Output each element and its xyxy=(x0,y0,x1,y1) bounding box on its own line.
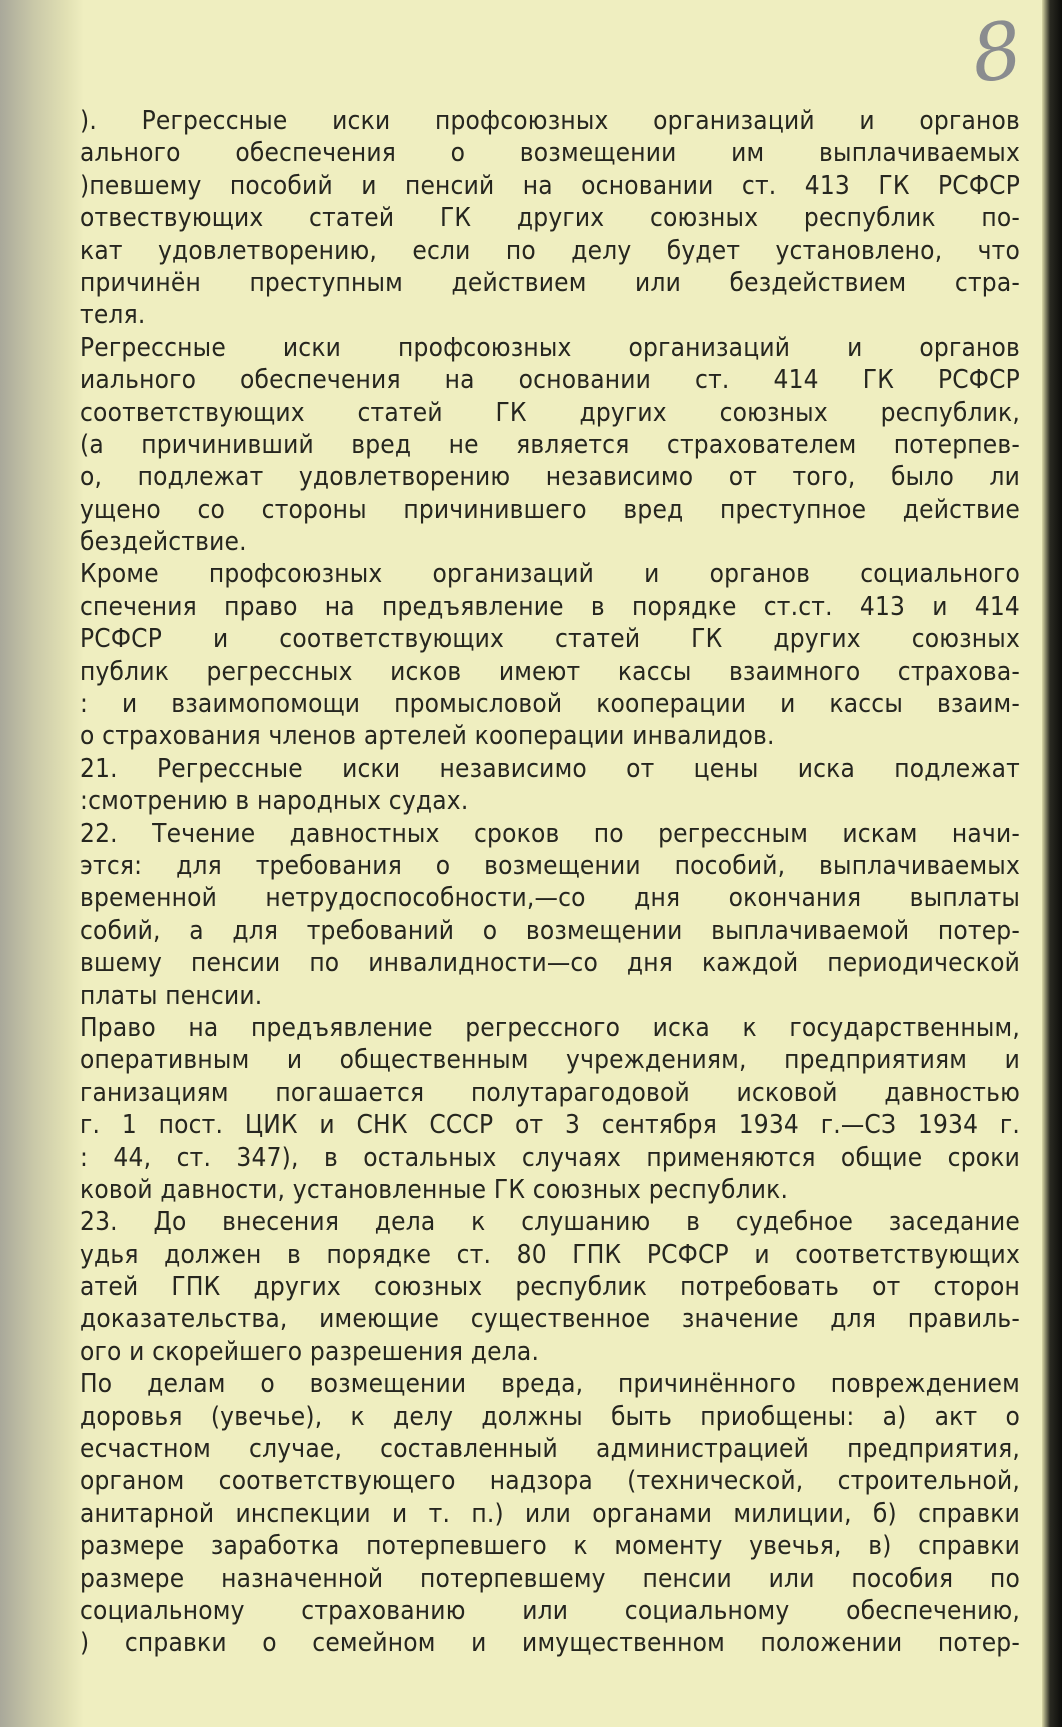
text-line: платы пенсии. xyxy=(80,980,263,1011)
text-line: размере заработка потерпевшего к моменту увечья, в) справки xyxy=(80,1531,1020,1562)
text-line: теля. xyxy=(80,300,146,331)
text-line: бездействие. xyxy=(80,527,247,558)
text-line: ого и скорейшего разрешения дела. xyxy=(80,1336,540,1367)
text-line: ущено со стороны причинившего вред преступное действие xyxy=(80,494,1020,525)
text-line: ковой давности, установленные ГК союзных республик. xyxy=(80,1174,789,1205)
document-text xyxy=(80,105,1020,1660)
text-line: )певшему пособий и пенсий на основании ст. 413 ГК РСФСР xyxy=(80,170,1020,201)
text-line: кат удовлетворению, если по делу будет установлено, что xyxy=(80,235,1020,266)
page-number: 8 xyxy=(965,4,1028,102)
text-line: соответствующих статей ГК других союзных республик, xyxy=(80,397,1020,428)
text-line: оперативным и общественным учреждениям, предприятиям и xyxy=(80,1045,1020,1076)
text-line: По делам о возмещении вреда, причинённого повреждением xyxy=(80,1369,1020,1400)
text-line: о страхования членов артелей кооперации инвалидов. xyxy=(80,721,775,752)
text-line: : 44, ст. 347), в остальных случаях применяются общие сроки xyxy=(80,1142,1020,1173)
text-line: удья должен в порядке ст. 80 ГПК РСФСР и соответствующих xyxy=(80,1239,1020,1270)
page-edge xyxy=(1042,0,1062,1727)
text-line: причинён преступным действием или бездействием стра- xyxy=(80,267,1020,298)
text-line: Регрессные иски профсоюзных организаций и органов xyxy=(80,332,1020,363)
text-line: (а причинивший вред не является страхователем потерпев- xyxy=(80,429,1020,460)
text-line: 22. Течение давностных сроков по регрессным искам начи- xyxy=(80,818,1020,849)
text-line: отвествующих статей ГК других союзных республик по- xyxy=(80,203,1020,234)
text-line: временной нетрудоспособности,—со дня окончания выплаты xyxy=(80,883,1020,914)
text-line: Кроме профсоюзных организаций и органов социального xyxy=(80,559,1020,590)
text-line: доровья (увечье), к делу должны быть приобщены: а) акт о xyxy=(80,1401,1020,1432)
binding-shadow xyxy=(0,0,84,1727)
text-line: органом соответствующего надзора (технической, строительной, xyxy=(80,1466,1020,1497)
text-line: размере назначенной потерпевшему пенсии или пособия по xyxy=(80,1563,1020,1594)
text-line: спечения право на предъявление в порядке ст.ст. 413 и 414 xyxy=(80,591,1020,622)
text-line: этся: для требования о возмещении пособий, выплачиваемых xyxy=(80,850,1020,881)
text-line: ганизациям погашается полутарагодовой исковой давностью xyxy=(80,1077,1020,1108)
text-line: иального обеспечения на основании ст. 414 ГК РСФСР xyxy=(80,365,1020,396)
text-line: :смотрению в народных судах. xyxy=(80,786,469,817)
text-line: социальному страхованию или социальному обеспечению, xyxy=(80,1595,1020,1626)
text-line: собий, а для требований о возмещении выплачиваемой потер- xyxy=(80,915,1020,946)
text-line: ). Регрессные иски профсоюзных организаций и органов xyxy=(80,106,1020,136)
text-line: публик регрессных исков имеют кассы взаимного страхова- xyxy=(80,656,1020,687)
text-line: 23. До внесения дела к слушанию в судебное заседание xyxy=(80,1207,1020,1238)
text-line: о, подлежат удовлетворению независимо от того, было ли xyxy=(80,462,1020,493)
text-line: доказательства, имеющие существенное значение для правиль- xyxy=(80,1304,1020,1335)
text-line: анитарной инспекции и т. п.) или органами милиции, б) справки xyxy=(80,1498,1020,1529)
text-line: вшему пенсии по инвалидности—со дня каждой периодической xyxy=(80,948,1020,979)
text-line: атей ГПК других союзных республик потребовать от сторон xyxy=(80,1272,1020,1303)
text-line: ального обеспечения о возмещении им выплачиваемых xyxy=(80,138,1020,169)
text-line: ) справки о семейном и имущественном положении потер- xyxy=(80,1628,1020,1659)
text-line: г. 1 пост. ЦИК и СНК СССР от 3 сентября 1934 г.—СЗ 1934 г. xyxy=(80,1110,1020,1141)
text-line: Право на предъявление регрессного иска к государственным, xyxy=(80,1012,1020,1043)
text-line: : и взаимопомощи промысловой кооперации и кассы взаим- xyxy=(80,689,1020,720)
text-line: РСФСР и соответствующих статей ГК других союзных xyxy=(80,624,1020,655)
text-line: 21. Регрессные иски независимо от цены иска подлежат xyxy=(80,753,1020,784)
text-line: есчастном случае, составленный администрацией предприятия, xyxy=(80,1434,1020,1465)
